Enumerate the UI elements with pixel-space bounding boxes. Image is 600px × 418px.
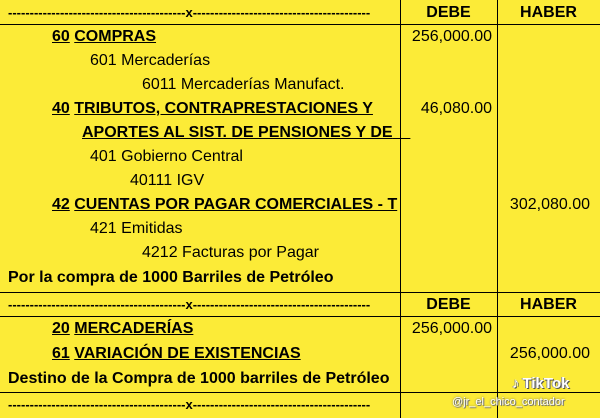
debe-amount: 46,080.00 bbox=[420, 100, 492, 117]
account-line bbox=[52, 25, 156, 49]
separator-line: -----------------------------------------x----------------------------------------- bbox=[8, 397, 371, 412]
header-debe: DEBE bbox=[426, 4, 471, 21]
account-line bbox=[52, 317, 193, 341]
haber-amount: 256,000.00 bbox=[509, 345, 590, 362]
subaccount-line: 4212 Facturas por Pagar bbox=[142, 244, 319, 261]
watermark-username: @jr_el_chico_contador bbox=[452, 396, 565, 408]
entry-gloss: Destino de la Compra de 1000 barriles de Petróleo bbox=[8, 370, 390, 387]
account-code: 20 bbox=[52, 320, 70, 337]
account-code: 40 bbox=[52, 100, 70, 117]
account-name: TRIBUTOS, CONTRAPRESTACIONES Y bbox=[74, 100, 373, 117]
account-name: CUENTAS POR PAGAR COMERCIALES - T bbox=[74, 196, 398, 213]
haber-amount: 302,080.00 bbox=[509, 196, 590, 213]
account-name: COMPRAS bbox=[74, 28, 157, 45]
subaccount-line: 6011 Mercaderías Manufact. bbox=[142, 76, 345, 93]
column-divider-debe bbox=[400, 0, 401, 418]
account-line bbox=[52, 97, 373, 121]
account-code: 61 bbox=[52, 345, 70, 362]
account-name: APORTES AL SIST. DE PENSIONES Y DE bbox=[82, 124, 393, 141]
separator-line: -----------------------------------------x----------------------------------------- bbox=[8, 5, 371, 20]
header-haber: HABER bbox=[520, 4, 577, 21]
account-name: MERCADERÍAS bbox=[74, 320, 194, 337]
header-haber: HABER bbox=[520, 296, 577, 313]
account-line bbox=[52, 193, 397, 217]
tiktok-watermark bbox=[512, 373, 569, 393]
entry-rule bbox=[0, 292, 600, 293]
header-debe: DEBE bbox=[426, 296, 471, 313]
account-line bbox=[52, 342, 301, 366]
subaccount-line: 401 Gobierno Central bbox=[90, 148, 243, 165]
debe-amount: 256,000.00 bbox=[411, 28, 492, 45]
account-code: 60 bbox=[52, 28, 70, 45]
account-code: 42 bbox=[52, 196, 70, 213]
subaccount-line: 421 Emitidas bbox=[90, 220, 183, 237]
tiktok-brand: TikTok bbox=[522, 374, 570, 392]
entry-gloss: Por la compra de 1000 Barriles de Petróleo bbox=[8, 269, 334, 286]
account-name: VARIACIÓN DE EXISTENCIAS bbox=[74, 345, 301, 362]
subaccount-line: 601 Mercaderías bbox=[90, 52, 211, 69]
subaccount-line: 40111 IGV bbox=[130, 172, 205, 189]
account-line-continued bbox=[82, 121, 410, 145]
debe-amount: 256,000.00 bbox=[411, 320, 492, 337]
entry-rule bbox=[0, 392, 600, 393]
tiktok-note-icon: ♪ bbox=[512, 374, 520, 392]
separator-line: -----------------------------------------x----------------------------------------- bbox=[8, 297, 371, 312]
